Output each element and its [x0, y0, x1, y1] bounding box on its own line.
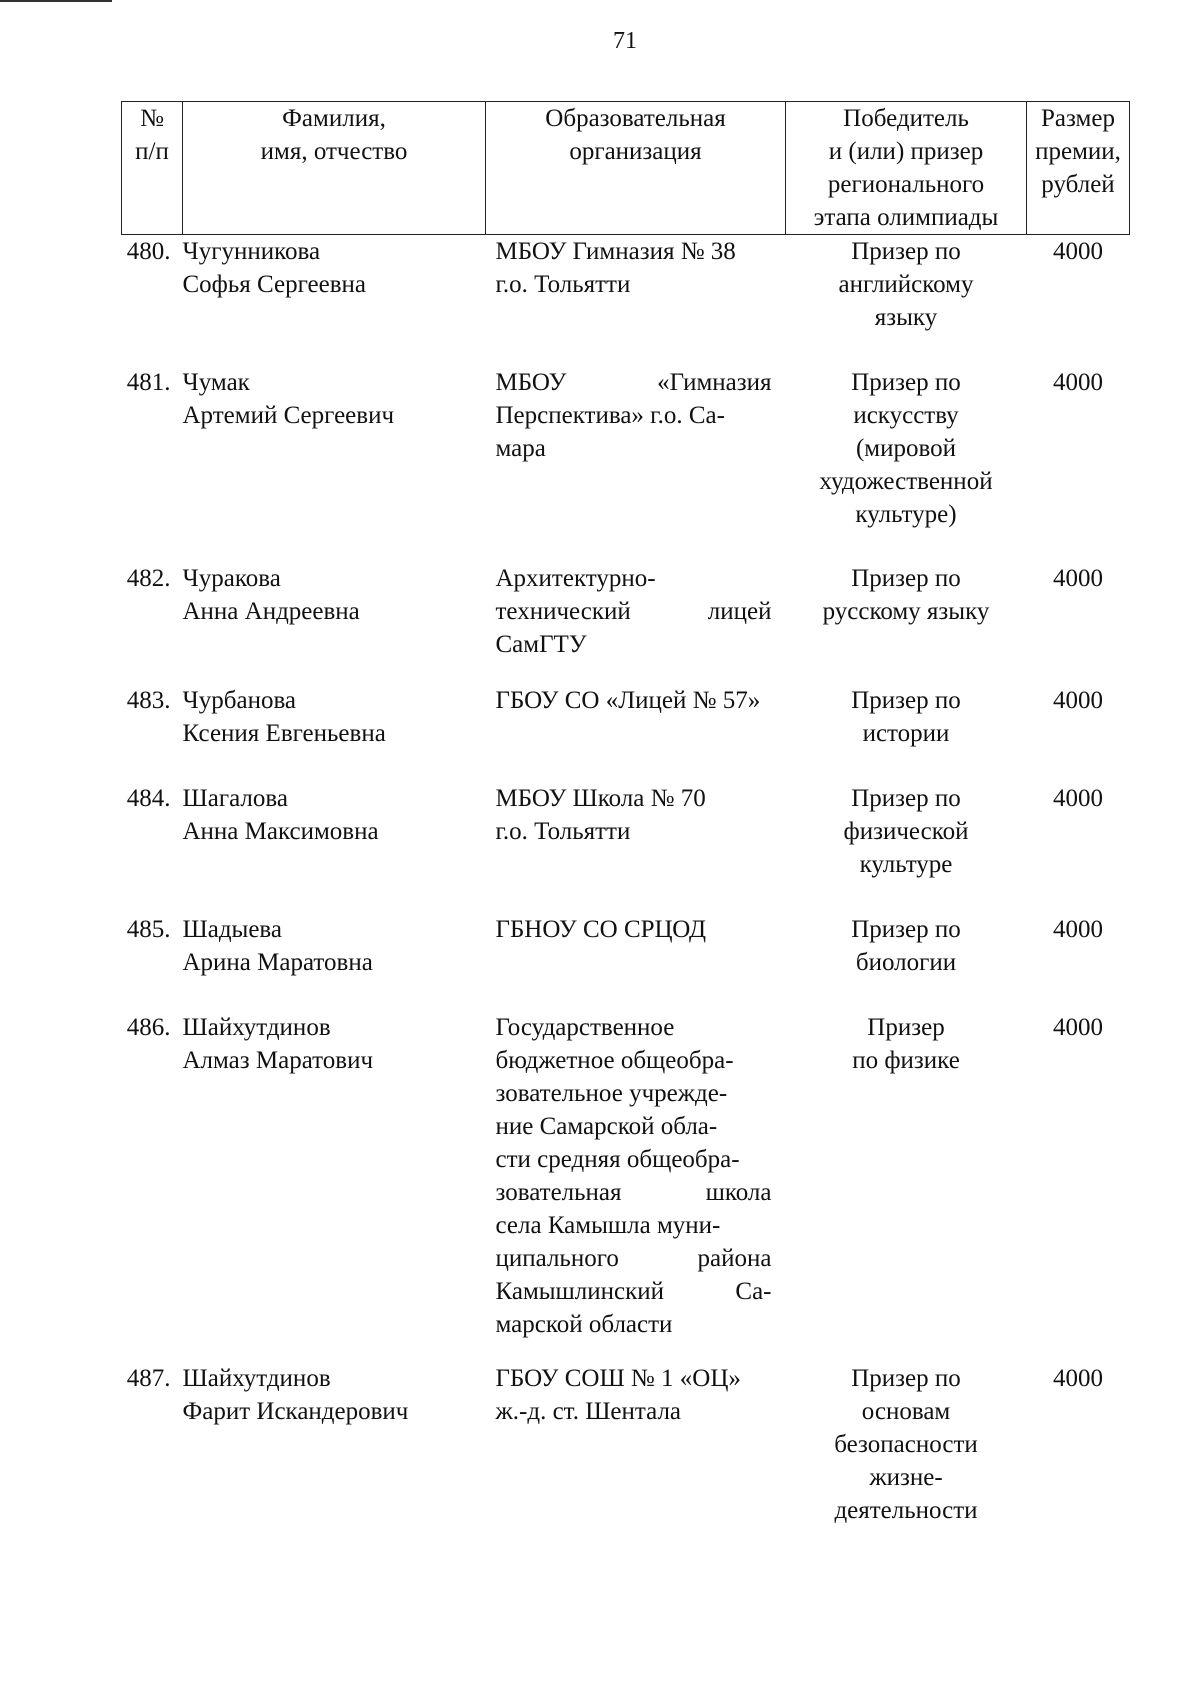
person-name: Шадыева Арина Маратовна — [182, 916, 373, 976]
winner-status: Призер по английскому языку — [838, 238, 974, 331]
table-row — [122, 782, 1130, 913]
winner-status: Призер по физике — [852, 1014, 960, 1074]
prize-amount: 4000 — [1053, 369, 1103, 396]
prize-amount: 4000 — [1053, 565, 1103, 592]
table-row — [122, 913, 1130, 1011]
org-word: района — [697, 1245, 772, 1272]
org-word: ципального — [495, 1245, 619, 1272]
org-word: технический — [495, 598, 631, 625]
table-row — [122, 1011, 1130, 1362]
laureates-table — [121, 101, 1130, 1532]
org-word: МБОУ — [495, 369, 567, 396]
prize-amount: 4000 — [1053, 785, 1103, 812]
header-org: Образовательная организация — [486, 102, 786, 235]
organization: ГБОУ СО «Лицей № 57» — [495, 687, 761, 714]
row-number: 480. — [126, 238, 171, 265]
winner-status: Призер по искусству (мировой художественной культуре) — [819, 369, 993, 528]
person-name: Чуракова Анна Андреевна — [182, 565, 360, 625]
person-name: Чурбанова Ксения Евгеньевна — [182, 687, 386, 747]
prize-amount: 4000 — [1053, 1365, 1103, 1392]
winner-status: Призер по физической культуре — [843, 785, 969, 878]
table-row — [122, 366, 1130, 562]
row-number: 485. — [126, 916, 171, 943]
organization: Архитектурно- технический лицей СамГТУ — [495, 565, 772, 658]
person-name: Чугунникова Софья Сергеевна — [182, 238, 366, 298]
org-word: лицей — [707, 598, 772, 625]
organization: МБОУ Гимназия № 38 г.о. Тольятти — [495, 238, 736, 298]
prize-amount: 4000 — [1053, 916, 1103, 943]
row-number: 486. — [126, 1014, 171, 1041]
table-header-row — [122, 102, 1130, 235]
scan-edge-mark — [0, 0, 112, 2]
organization: МБОУ Школа № 70 г.о. Тольятти — [495, 785, 706, 845]
person-name: Чумак Артемий Сергеевич — [182, 369, 395, 429]
header-prize: Размер премии, рублей — [1027, 102, 1130, 235]
table-row — [122, 684, 1130, 782]
person-name: Шайхутдинов Алмаз Маратович — [182, 1014, 374, 1074]
header-name: Фамилия, имя, отчество — [183, 102, 486, 235]
row-number: 483. — [126, 687, 171, 714]
row-number: 484. — [126, 785, 171, 812]
org-word: «Гимназия — [657, 369, 772, 396]
org-word: Са- — [735, 1278, 772, 1305]
winner-status: Призер по русскому языку — [822, 565, 990, 625]
organization: Государственное бюджетное общеобра- зовательное учрежде- ние Самарской обла- сти средняя общеобра- зовательная школа села Камышла муни- ципального района Камышлинский Са- марской области — [495, 1014, 772, 1338]
page-number: 71 — [613, 28, 637, 54]
organization: МБОУ «Гимназия Перспектива» г.о. Са- мара — [486, 366, 786, 562]
header-winner: Победитель и (или) призер регионального этапа олимпиады — [786, 102, 1027, 235]
person-name: Шагалова Анна Максимовна — [182, 785, 379, 845]
header-num: № п/п — [122, 102, 183, 235]
row-number: 482. — [126, 565, 171, 592]
table-row — [122, 562, 1130, 684]
organization: ГБОУ СОШ № 1 «ОЦ» ж.-д. ст. Шентала — [495, 1365, 741, 1425]
table-row — [122, 235, 1130, 367]
prize-amount: 4000 — [1053, 687, 1103, 714]
row-number: 481. — [126, 369, 171, 396]
prize-amount: 4000 — [1053, 1014, 1103, 1041]
org-word: Камышлинский — [495, 1278, 665, 1305]
row-number: 487. — [126, 1365, 171, 1392]
organization: ГБНОУ СО СРЦОД — [495, 916, 707, 943]
winner-status: Призер по истории — [851, 687, 961, 747]
winner-status: Призер по биологии — [851, 916, 961, 976]
prize-amount: 4000 — [1053, 238, 1103, 265]
table-row — [122, 1362, 1130, 1532]
winner-status: Призер по основам безопасности жизне- деятельности — [834, 1365, 978, 1524]
org-word: зовательная — [495, 1179, 622, 1206]
person-name: Шайхутдинов Фарит Искандерович — [182, 1365, 409, 1425]
org-word: школа — [705, 1179, 772, 1206]
